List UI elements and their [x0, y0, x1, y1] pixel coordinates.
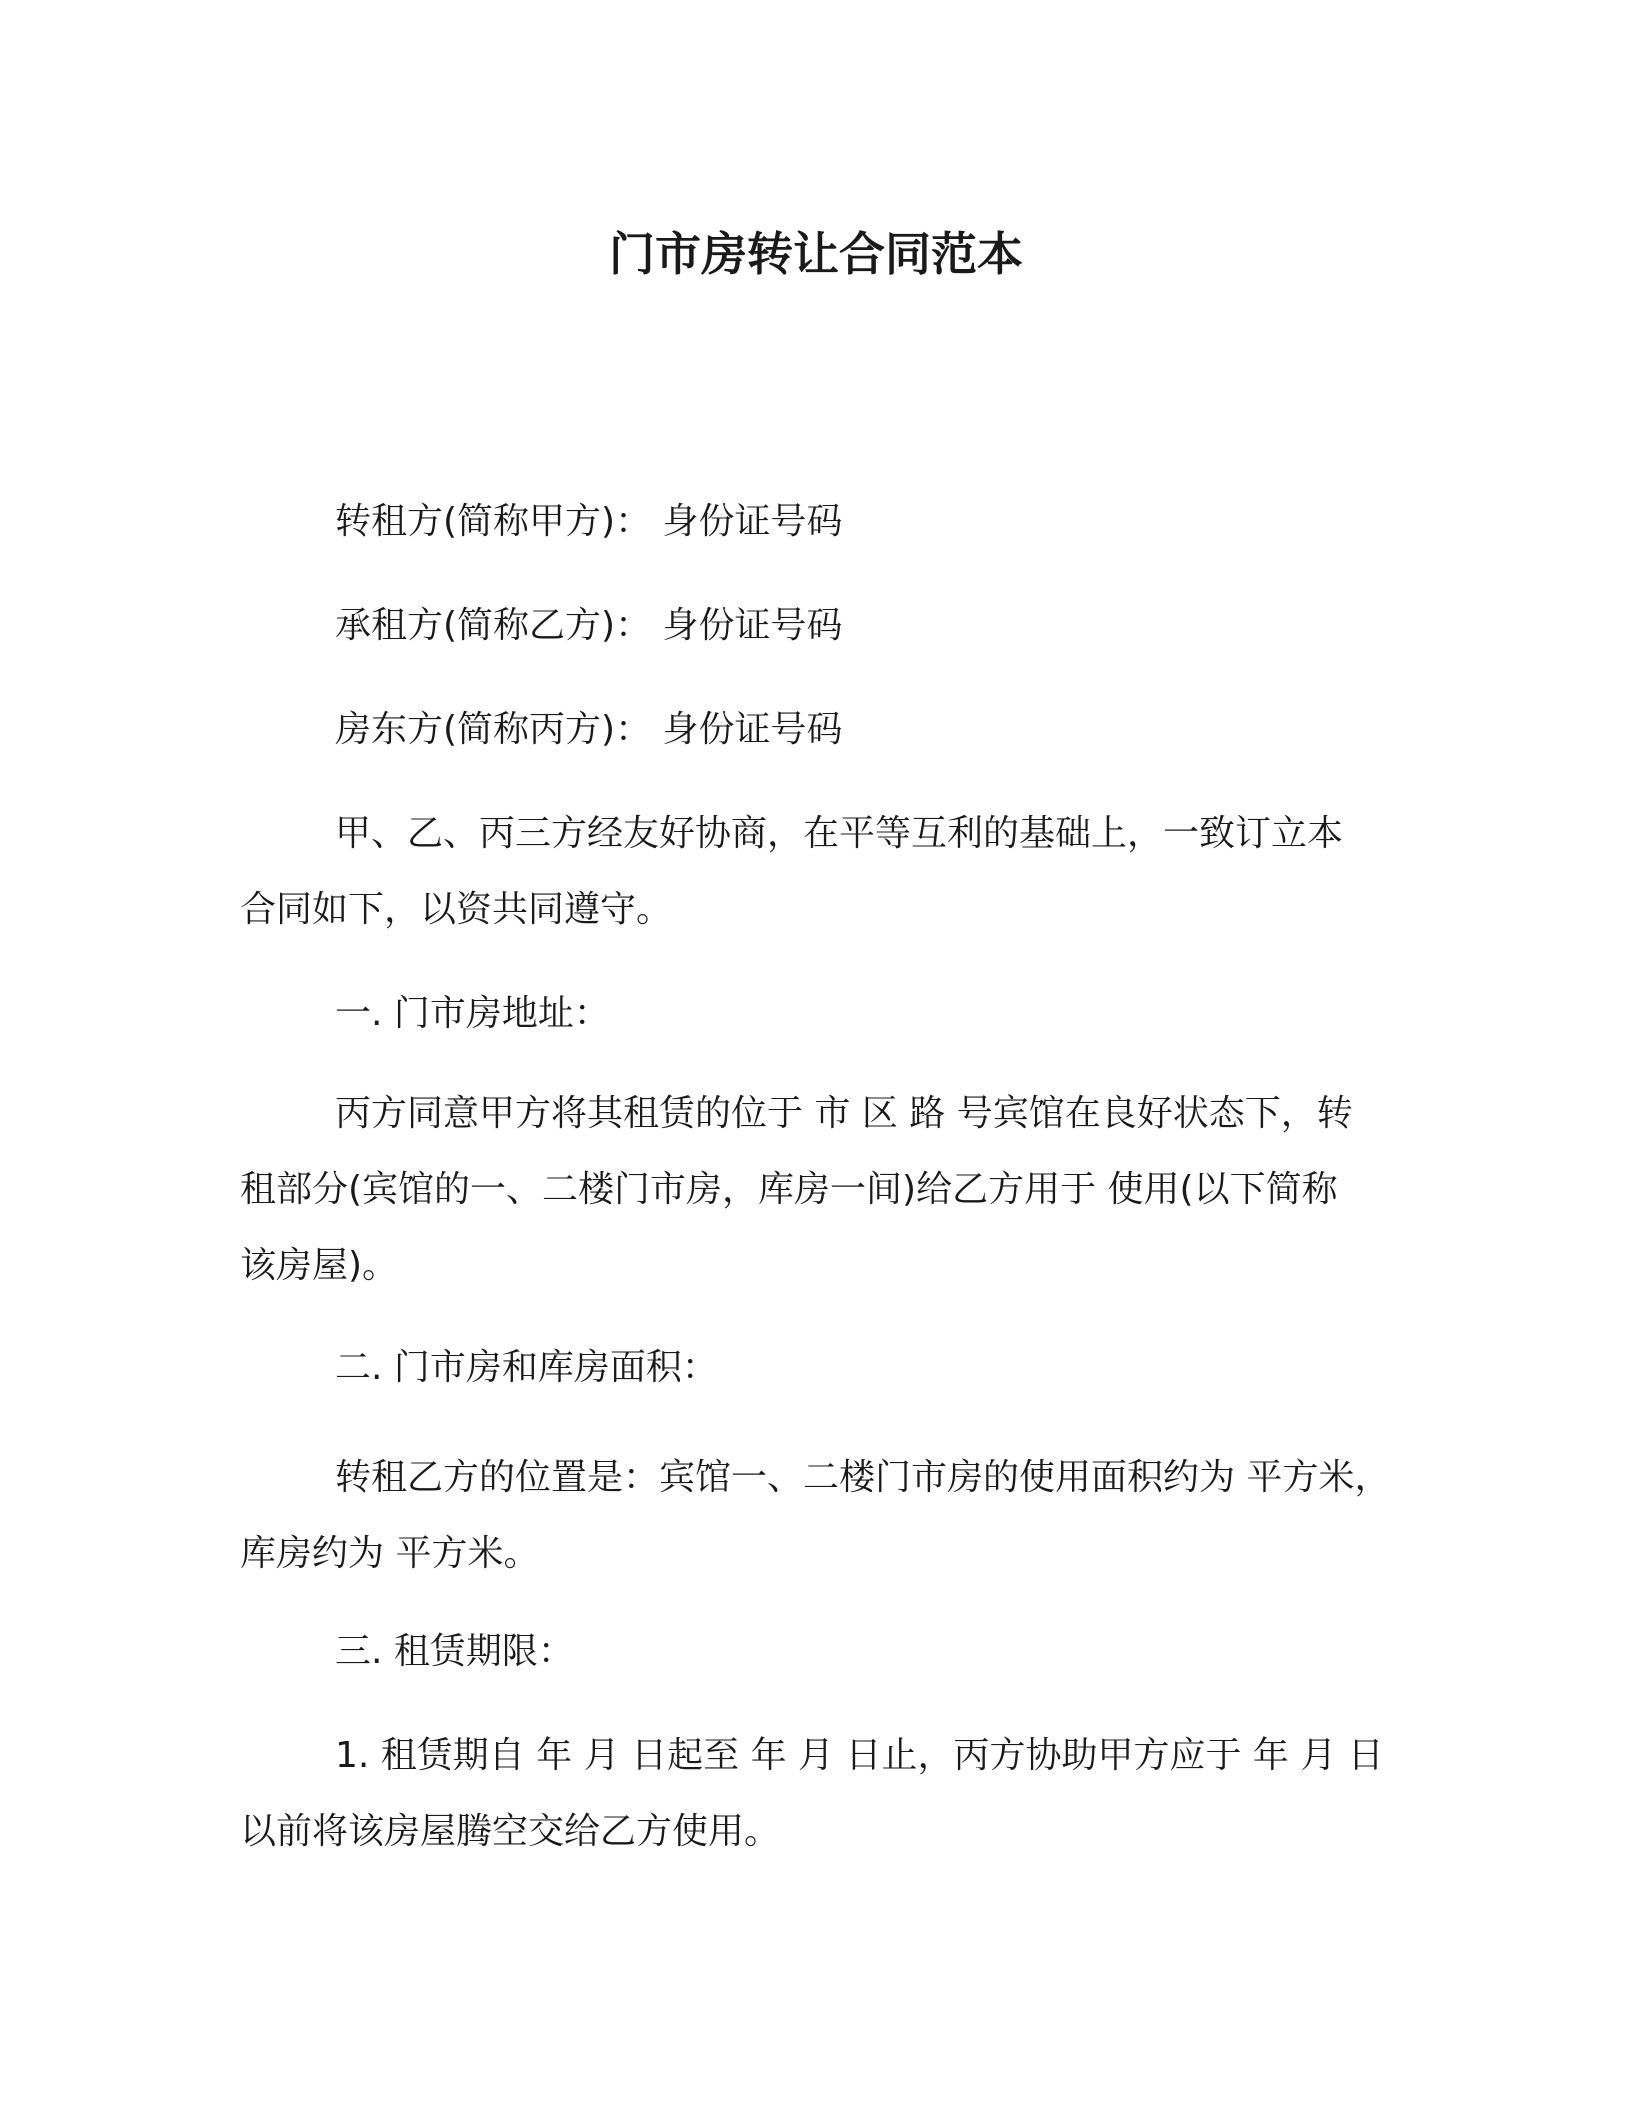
section-2-heading	[240, 1330, 1410, 1406]
section-3-heading-text: 三. 租赁期限：	[335, 1631, 574, 1672]
preamble-line-1: 甲、乙、丙三方经友好协商，在平等互利的基础上，一致订立本	[335, 813, 1344, 854]
section-2-heading-text: 二. 门市房和库房面积：	[335, 1347, 718, 1388]
section-1-line-2: 租部分(宾馆的一、二楼门市房，库房一间)给乙方用于 使用(以下简称	[240, 1169, 1338, 1210]
section-2-paragraph	[240, 1440, 1410, 1592]
section-1-paragraph	[240, 1076, 1410, 1304]
party-sublessor	[240, 484, 1410, 560]
party-sublessor-text: 转租方(简称甲方)： 身份证号码	[335, 501, 843, 542]
section-1-line-1: 丙方同意甲方将其租赁的位于 市 区 路 号宾馆在良好状态下，转	[335, 1093, 1353, 1134]
section-3-item-1-line-1: 1. 租赁期自 年 月 日起至 年 月 日止，丙方协助甲方应于 年 月 日	[335, 1735, 1384, 1776]
party-lessee	[240, 588, 1410, 664]
section-2-line-2: 库房约为 平方米。	[240, 1533, 540, 1574]
document-title: 门市房转让合同范本	[609, 227, 1023, 281]
section-3-heading	[240, 1614, 1410, 1690]
section-1-heading	[240, 976, 1410, 1052]
section-1-line-3: 该房屋)。	[240, 1245, 399, 1286]
section-3-item-1-line-2: 以前将该房屋腾空交给乙方使用。	[240, 1811, 781, 1852]
preamble-paragraph	[240, 796, 1410, 948]
section-1-heading-text: 一. 门市房地址：	[335, 993, 610, 1034]
party-landlord	[240, 692, 1410, 768]
section-3-item-1	[240, 1718, 1410, 1870]
party-lessee-text: 承租方(简称乙方)： 身份证号码	[335, 605, 843, 646]
party-landlord-text: 房东方(简称丙方)： 身份证号码	[335, 709, 843, 750]
section-2-line-1: 转租乙方的位置是：宾馆一、二楼门市房的使用面积约为 平方米，	[335, 1457, 1391, 1498]
preamble-line-2: 合同如下，以资共同遵守。	[240, 889, 673, 930]
